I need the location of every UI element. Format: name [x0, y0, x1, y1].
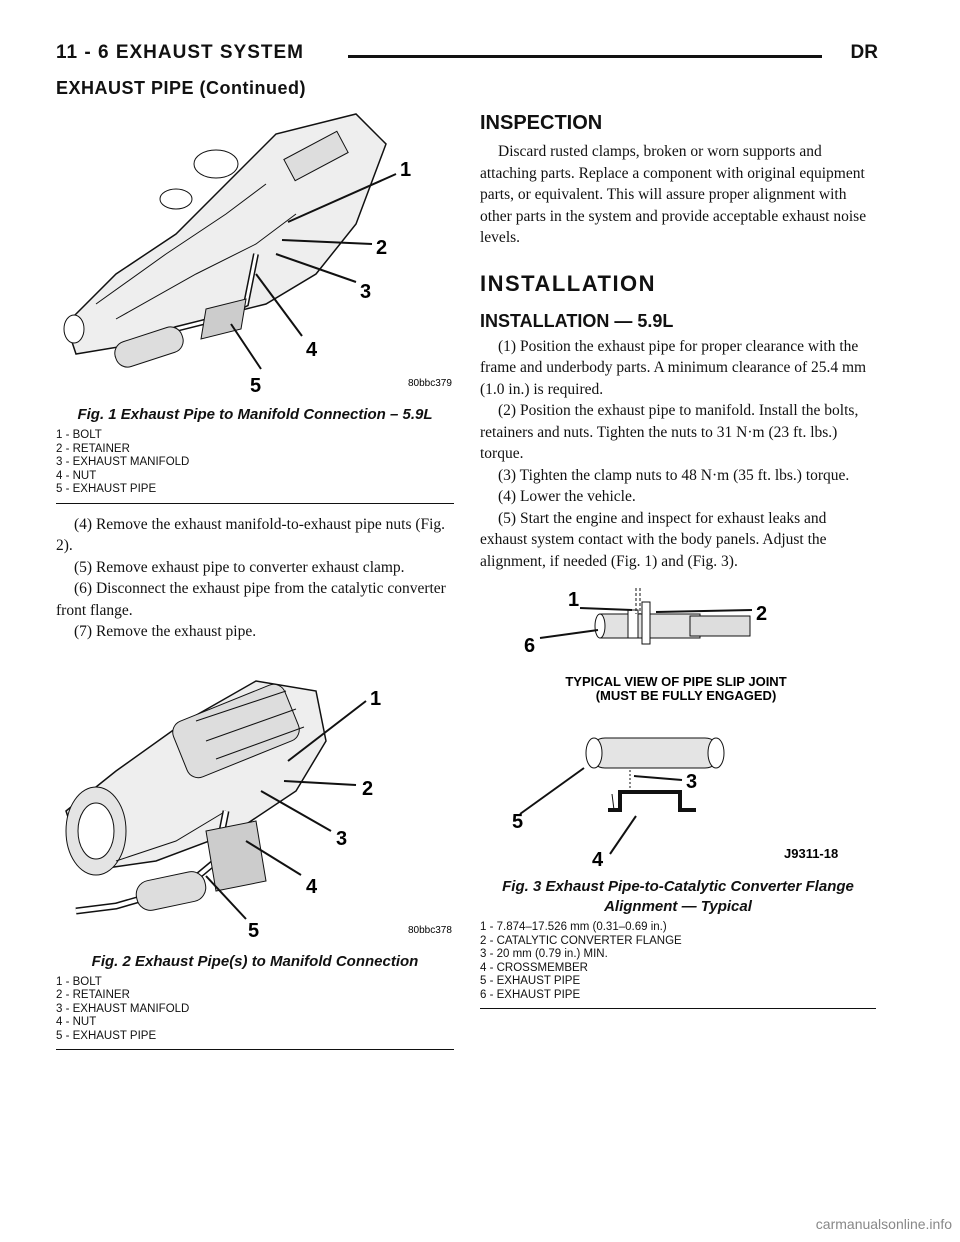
step-4: (4) Remove the exhaust manifold-to-exhaust pipe nuts (Fig. 2). [56, 515, 446, 554]
legend-item: 4 - NUT [56, 1016, 97, 1028]
legend-item: 6 - EXHAUST PIPE [480, 988, 581, 1001]
figure-1-caption: Fig. 1 Exhaust Pipe to Manifold Connection – 5.9L [77, 406, 433, 423]
section-continued-title: EXHAUST PIPE (Continued) [56, 78, 306, 98]
callout-1: 1 [400, 159, 412, 181]
step-3: (3) Tighten the clamp nuts to 48 N·m (35 ft. lbs.) torque. [498, 466, 850, 484]
removal-steps [56, 514, 454, 643]
step-1: (1) Position the exhaust pipe for proper clearance with the frame and underbody parts. A minimum clearance of 25.4 mm (1.0 in.) is required. [480, 337, 867, 398]
callout-4: 4 [592, 849, 604, 866]
callout-4: 4 [306, 875, 318, 898]
callout-1: 1 [370, 687, 382, 710]
page-header [56, 42, 878, 70]
callout-2: 2 [362, 777, 374, 800]
legend-item: 3 - EXHAUST MANIFOLD [56, 1002, 190, 1015]
legend-item: 4 - CROSSMEMBER [480, 961, 588, 974]
figure-3-caption: Fig. 3 Exhaust Pipe-to-Catalytic Converter Flange Alignment — Typical [502, 878, 854, 915]
figure-3-legend [480, 921, 876, 1002]
figure-2-caption: Fig. 2 Exhaust Pipe(s) to Manifold Connection [91, 952, 419, 970]
legend-item: 1 - BOLT [56, 975, 102, 988]
figure-divider [56, 1049, 454, 1050]
right-column [480, 112, 876, 1009]
legend-item: 3 - 20 mm (0.79 in.) MIN. [480, 948, 608, 960]
legend-item: 5 - EXHAUST PIPE [56, 1029, 157, 1042]
figure-1-legend [56, 429, 454, 497]
callout-5: 5 [250, 375, 262, 394]
step-5: (5) Remove exhaust pipe to converter exhaust clamp. [74, 558, 405, 576]
legend-item: 4 - NUT [56, 469, 97, 482]
figure-3 [480, 588, 876, 1009]
callout-1: 1 [568, 589, 580, 611]
figure-code: 80bbc379 [408, 378, 452, 389]
legend-item: 5 - EXHAUST PIPE [480, 975, 581, 987]
figure-2-legend [56, 976, 454, 1044]
step-2: (2) Position the exhaust pipe to manifold. Install the bolts, retainers and nuts. Tighten the nuts to 31 N·m (23 ft. lbs.) torque. [480, 402, 859, 462]
figure-code: 80bbc378 [408, 924, 452, 936]
figure-divider [480, 1008, 876, 1009]
step-4: (4) Lower the vehicle. [498, 488, 636, 505]
callout-6: 6 [524, 635, 536, 657]
left-column [56, 104, 454, 1050]
figure-2-illustration [56, 661, 454, 941]
inspection-text: Discard rusted clamps, broken or worn supports and attaching parts. Replace a component with original equipment parts, or equivalent. This will assure proper alignment with other parts in the system and provide acceptable exhaust noise levels. [480, 143, 867, 246]
step-7: (7) Remove the exhaust pipe. [74, 623, 257, 640]
figure-divider [56, 503, 454, 504]
callout-3: 3 [360, 281, 372, 303]
figure-2 [56, 661, 454, 1051]
installation-heading: INSTALLATION [480, 270, 657, 296]
slip-joint-note: (MUST BE FULLY ENGAGED) [595, 688, 777, 703]
callout-5: 5 [248, 919, 260, 941]
figure-3-illustration [480, 588, 876, 866]
figure-1 [56, 104, 454, 504]
legend-item: 3 - EXHAUST MANIFOLD [56, 456, 190, 468]
callout-2: 2 [376, 237, 388, 259]
step-6: (6) Disconnect the exhaust pipe from the catalytic converter front flange. [56, 580, 446, 619]
callout-5: 5 [512, 811, 524, 833]
watermark[interactable]: carmanualsonline.info [815, 1216, 952, 1232]
figure-code: J9311-18 [784, 846, 839, 861]
inspection-heading: INSPECTION [480, 112, 603, 134]
slip-joint-label: TYPICAL VIEW OF PIPE SLIP JOINT [565, 674, 787, 689]
model-code: DR [850, 42, 878, 63]
callout-4: 4 [306, 339, 318, 361]
installation-subheading: INSTALLATION — 5.9L [480, 310, 674, 331]
callout-3: 3 [336, 827, 348, 850]
callout-3: 3 [686, 771, 698, 793]
figure-1-illustration [56, 104, 454, 394]
callout-2: 2 [756, 603, 768, 625]
legend-item: 1 - BOLT [56, 429, 102, 441]
legend-item: 2 - CATALYTIC CONVERTER FLANGE [480, 934, 682, 947]
installation-steps [480, 336, 876, 573]
step-5: (5) Start the engine and inspect for exhaust leaks and exhaust system contact with the body panels. Adjust the alignment, if needed (Fig. 1) and (Fig. 3). [480, 509, 827, 570]
legend-item: 2 - RETAINER [56, 989, 130, 1001]
legend-item: 2 - RETAINER [56, 442, 130, 455]
legend-item: 5 - EXHAUST PIPE [56, 483, 157, 495]
page-number-title: 11 - 6 EXHAUST SYSTEM [56, 42, 305, 63]
header-rule [348, 55, 822, 58]
legend-item: 1 - 7.874–17.526 mm (0.31–0.69 in.) [480, 921, 667, 933]
